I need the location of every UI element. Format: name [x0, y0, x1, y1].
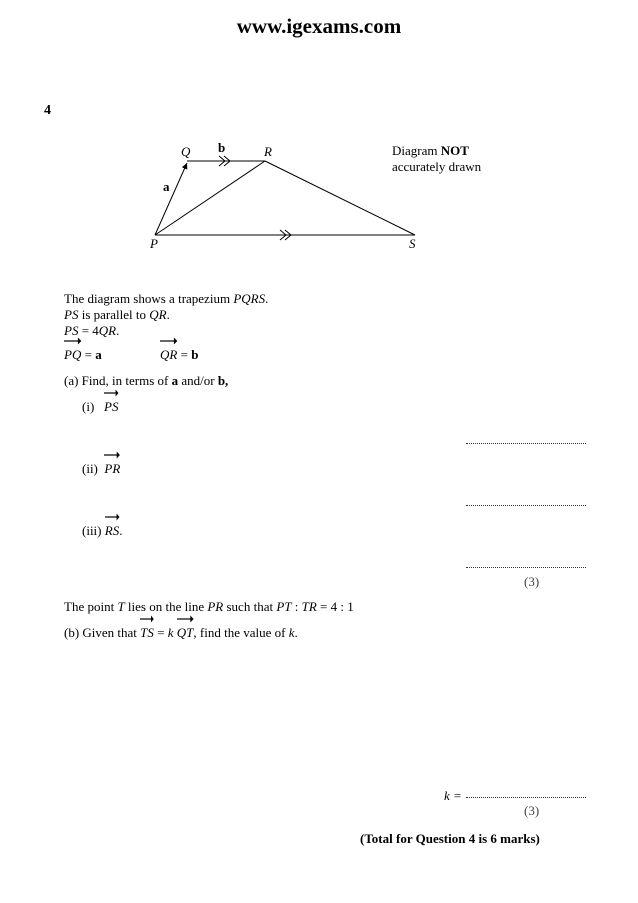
label-s: S: [409, 236, 416, 251]
part-a-lead: (a) Find, in terms of a and/or b,: [64, 373, 229, 388]
trapezium-diagram: [130, 130, 430, 252]
vector-qr: QR: [160, 346, 177, 363]
vector-pr: PR: [104, 460, 120, 477]
part-a-item-iii: (iii) RS.: [82, 522, 122, 539]
label-r: R: [264, 144, 272, 159]
question-total: (Total for Question 4 is 6 marks): [360, 831, 540, 846]
answer-line-a-iii[interactable]: [466, 567, 586, 568]
label-b: b: [218, 140, 226, 155]
intro-line-3: PS = 4QR.: [64, 323, 120, 338]
vector-ts: TS: [140, 624, 154, 641]
diagram-note: Diagram NOT accurately drawn: [392, 143, 482, 174]
site-header: www.igexams.com: [236, 14, 402, 38]
intro-vectors: PQ = a QR = b: [64, 346, 244, 363]
label-q: Q: [181, 144, 191, 159]
label-p: P: [150, 236, 158, 251]
answer-line-a-i[interactable]: [466, 443, 586, 444]
vector-ps: PS: [104, 398, 118, 415]
label-a: a: [163, 179, 170, 194]
part-a-item-i: (i) PS: [82, 398, 118, 415]
point-t-statement: The point T lies on the line PR such that PT : TR = 4 : 1: [64, 599, 354, 614]
vector-pq: PQ: [64, 346, 81, 363]
question-number: 4: [44, 103, 51, 118]
part-a-item-ii: (ii) PR: [82, 460, 120, 477]
part-b-lead: (b) Given that TS = k QT, find the value of k.: [64, 624, 298, 641]
vector-qt: QT: [177, 624, 194, 641]
marks-part-a: (3): [524, 574, 540, 589]
answer-line-b[interactable]: [466, 797, 586, 798]
intro-line-2: PS is parallel to QR.: [64, 307, 170, 322]
answer-label-k: k =: [444, 788, 462, 803]
intro-line-1: The diagram shows a trapezium PQRS.: [64, 291, 269, 306]
marks-part-b: (3): [524, 803, 540, 818]
answer-line-a-ii[interactable]: [466, 505, 586, 506]
vector-rs: RS: [105, 522, 119, 539]
